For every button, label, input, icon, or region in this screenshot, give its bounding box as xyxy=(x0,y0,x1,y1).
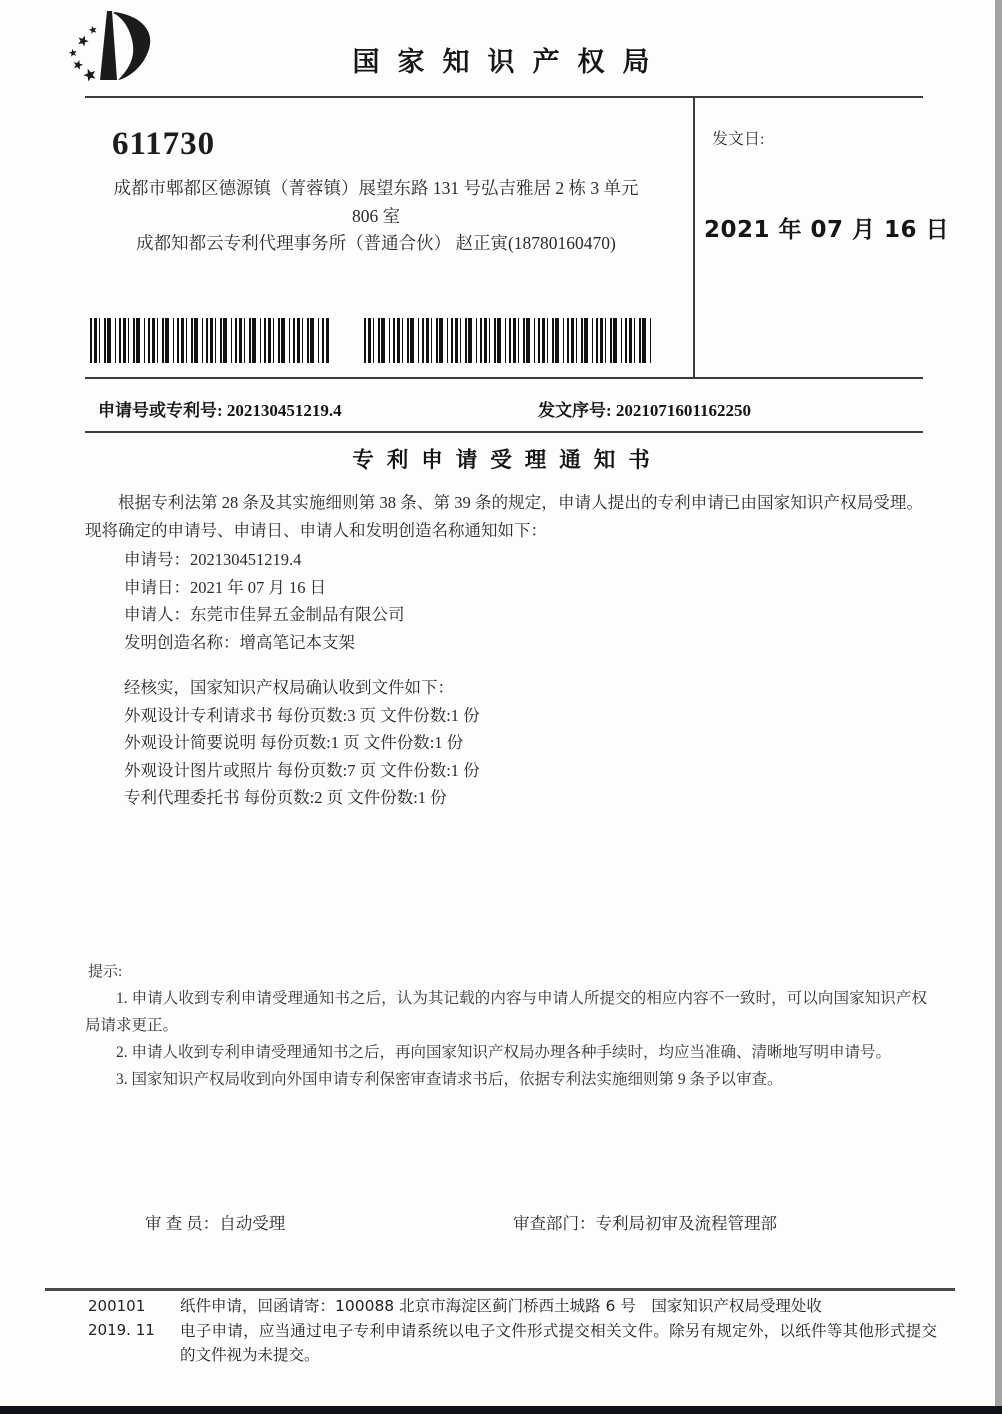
issue-box-divider xyxy=(693,96,695,378)
footer-rule xyxy=(45,1288,955,1291)
recipient-address-line2: 806 室 xyxy=(351,205,401,226)
footer-line-paper: 纸件申请，回函请寄：100088 北京市海淀区蓟门桥西土城路 6 号 国家知识产权局受理处收 xyxy=(180,1297,822,1315)
department-label: 审查部门： xyxy=(513,1214,596,1233)
recipient-postal-code: 611730 xyxy=(112,126,216,162)
serial-number-value: 2021071601162250 xyxy=(615,401,751,420)
footer-instructions xyxy=(180,1294,937,1368)
received-intro: 经核实，国家知识产权局确认收到文件如下： xyxy=(124,678,454,697)
application-fields xyxy=(124,546,405,656)
barcode-application-number xyxy=(90,318,330,363)
tips-label: 提示: xyxy=(88,964,123,980)
scan-edge-right xyxy=(995,0,1002,1414)
examiner xyxy=(145,1210,285,1234)
tip-item: 3. 国家知识产权局收到向外国申请专利保密审查请求书后，依据专利法实施细则第 9 条予以审查。 xyxy=(116,1071,783,1088)
field-invention-title: 发明创造名称：增高笔记本支架 xyxy=(124,632,355,652)
barcode-bottom-rule xyxy=(85,377,923,379)
field-application-date: 申请日：2021 年 07 月 16 日 xyxy=(124,577,327,597)
serial-number-label: 发文序号: xyxy=(538,401,616,420)
application-number-label: 申请号或专利号: xyxy=(98,401,227,420)
examining-department xyxy=(513,1210,777,1234)
form-code: 200101 xyxy=(88,1297,146,1315)
form-date: 2019. 11 xyxy=(88,1321,155,1339)
number-row-rule xyxy=(85,431,923,433)
recipient-address-block xyxy=(95,175,657,258)
serial-number xyxy=(538,396,751,421)
field-application-number: 申请号：202130451219.4 xyxy=(124,550,302,569)
recipient-address-line1: 成都市郫都区德源镇（菁蓉镇）展望东路 131 号弘吉雅居 2 栋 3 单元 xyxy=(113,178,639,198)
department-value: 专利局初审及流程管理部 xyxy=(595,1214,777,1233)
examiner-label: 审 查 员： xyxy=(145,1214,220,1233)
notice-title: 专利申请受理通知书 xyxy=(352,448,663,472)
recipient-agency-line: 成都知都云专利代理事务所（普通合伙） 赵正寅(18780160470) xyxy=(136,233,616,253)
tip-item: 2. 申请人收到专利申请受理通知书之后，再向国家知识产权局办理各种手续时，均应当准确、清晰地写明申请号。 xyxy=(116,1044,892,1061)
received-item: 专利代理委托书 每份页数:2 页 文件份数:1 份 xyxy=(124,788,447,808)
tips-list xyxy=(85,985,927,1093)
tip-item: 1. 申请人收到专利申请受理通知书之后，认为其记载的内容与申请人所提交的相应内容不一致时，可以向国家知识产权局请求更正。 xyxy=(85,990,927,1034)
form-codes xyxy=(88,1294,155,1342)
issue-date-label: 发文日: xyxy=(712,131,765,148)
received-item: 外观设计图片或照片 每份页数:7 页 文件份数:1 份 xyxy=(124,760,480,780)
application-number-value: 202130451219.4 xyxy=(226,401,342,420)
received-item: 外观设计专利请求书 每份页数:3 页 文件份数:1 份 xyxy=(124,705,480,725)
footer-line-electronic: 电子申请，应当通过电子专利申请系统以电子文件形式提交相关文件。除另有规定外，以纸件等其他形式提交的文件视为未提交。 xyxy=(180,1321,937,1364)
header-rule xyxy=(85,96,923,98)
received-documents xyxy=(124,674,480,812)
org-title: 国家知识产权局 xyxy=(352,47,668,77)
examiner-value: 自动受理 xyxy=(219,1214,286,1233)
application-number xyxy=(98,396,342,421)
barcode-serial-number xyxy=(364,318,651,363)
issue-date-value: 2021 年 07 月 16 日 xyxy=(704,217,950,243)
notice-intro: 根据专利法第 28 条及其实施细则第 38 条、第 39 条的规定，申请人提出的专利申请已由国家知识产权局受理。现将确定的申请号、申请日、申请人和发明创造名称通知如下： xyxy=(85,493,923,540)
received-item: 外观设计简要说明 每份页数:1 页 文件份数:1 份 xyxy=(124,733,464,753)
scan-edge-bottom xyxy=(0,1406,1002,1414)
field-applicant: 申请人：东莞市佳昇五金制品有限公司 xyxy=(124,605,405,625)
